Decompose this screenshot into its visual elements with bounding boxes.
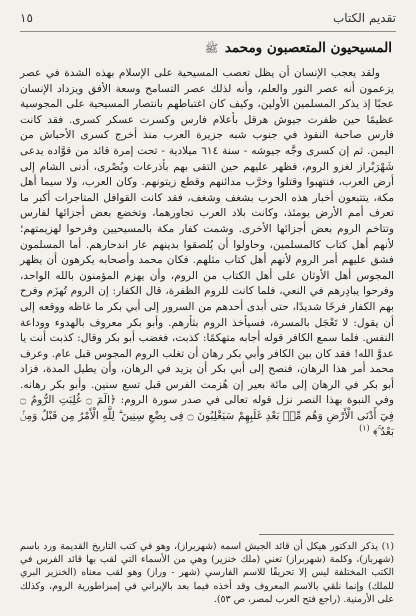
section-title: تقديم الكتاب: [332, 11, 396, 25]
footnote-reference[interactable]: (١): [359, 423, 370, 433]
body-text: [20, 66, 394, 440]
header-divider: [20, 31, 396, 32]
footnote: [20, 540, 394, 606]
footnote-text: (١) يذكر الدكتور هيكل أن قائد الجيش اسمه (شهربراز)، وهو في كتب التاريخ القديمة ورد باسم (شهرباز)، وكلمة (شهربراز) تعني (ملك خنزير) وهي من الأسماء التي لقب بها قائد الفرس في الكتب المختلفة ليس إلا تحريفًا للاسم الفارسي (شهر - وراز) وهو لقب معناه (الخنزير البري للملك) وإنما نلقي بالاسم المعروف وقد أخذه فيما بعد بالإيراني في إمبراطورية الروم، وكذلك على الأرمنية. (راجع فتح العرب لمصر، ص ٥٣).: [20, 541, 394, 605]
body-paragraph: [20, 66, 394, 440]
paragraph-text: ولقد يعجب الإنسان أن يظل تعصب المسيحية على الإسلام بهذه الشدة في عصر يزعمون أنه عصر النور والعلم، وأنه لذلك عصر التسامح وسعة الأفق ويزداد الإنسان عجبًا إذ يذكر المسلمين الأولين، وكيف كان اغتباطهم بانتصار المسيحية على المجوسية عظيمًا حين ظفرت جيوش هرقل بأعلام فارس وكسرت عسكر كسرى. فقد كانت فارس صاحبة النفوذ في جنوب شبه جزيرة العرب منذ أخرج كسرى الأحباش من اليمن. ثم إن كسرى وجَّه جيوشه - سنة ٦١٤ ميلادية - تحت إمرة قائد من قوَّاده يدعى شَهْرَبْراز لغزو الروم، فظهر عليهم حين التقى بهم بأذرعات وبُصْرى، أدنى الشام إلى أرض العرب، فنتهبوا وقتلوا وخرَّب مدائنهم وقطع زيتونهم. وكان العرب، ولا سيما أهل مكة، يتتبعون أخبار هذه الحرب بشغف وشغف، فقد كانت القوافل المتاجرات أكبر ما تعرف أمم الأرض يومئذ، وكانت بلاد العرب تجاورهما، وتخضع بعض أجزائها لفارس وتتاخم الروم بعض أجزائها الأخرى. وشمت كفار مكة بالمسيحيين وفرحوا لهزيمتهم؛ لأنهم أهل كتاب كالمسلمين، وحاولوا أن يُلصقوا بدينهم عار اندحارهم. أما المسلمون فشق عليهم أمر الروم لأنهم أهل كتاب مثلهم. فكان محمد وأصحابه يكرهون أن يظهر المجوس أهل الأوثان على أهل الكتاب من الروم، وأن يهزم المؤمنون بالله الواحد، وفرحوا يبادِرهم في النعي، فلما كانت للروم الظفرة، قال الكفار: إن الروم تُهزَم وفرح بهم الكفار فرحًا شديدًا، حتى أبدى أحدهم من السرور إلى أبي بكر ما غاظه ووقعه إلى أن يقول: لا تَعْجَل بالمسرة، فسيأخذ الروم بثأرهم. وأبو بكر معروف بالهدوء ووداعة النفس. فلما سمع الكافر قوله أجابه متهكمًا: كذبت، فغضب أبو بكر وقال: كذبت أنت يا عدوَّ الله! فقد كان بين الكافر وأبي بكر رهان أن تغلب الروم المجوس قبل عام. وعرف محمد أمر هذا الرهان، فنصح إلى أبي بكر أن يزيد في الرهان، وأن يطيل المدة، فزاد أبو بكر في الرهان إلى مائة بعير إن هُزمت الفرس قبل تسع سنين. وأبو بكر رهانه. وفي النبوة بهذا النصر نزل قوله تعالى في صدر سورة الروم: ﴿الٓمٓ ۝ غُلِبَتِ الرُّومُ ۝ فِيٓ أَدْنَى الْأَرْضِ وَهُم مِّنۢ بَعْدِ غَلَبِهِمْ سَيَغْلِبُونَ ۝ فِى بِضْعِ سِنِينَ ۗ لِلَّهِ الْأَمْرُ مِن قَبْلُ وَمِنۢ بَعْدُ ۚ﴾: [20, 67, 394, 438]
honorific-glyph: ﷺ: [204, 42, 219, 55]
heading-text: المسيحيون المتعصبون ومحمد: [224, 40, 392, 56]
section-heading: [205, 40, 392, 58]
page-number: ١٥: [20, 11, 33, 25]
page-header: [20, 8, 396, 28]
footnote-divider: [259, 534, 394, 535]
